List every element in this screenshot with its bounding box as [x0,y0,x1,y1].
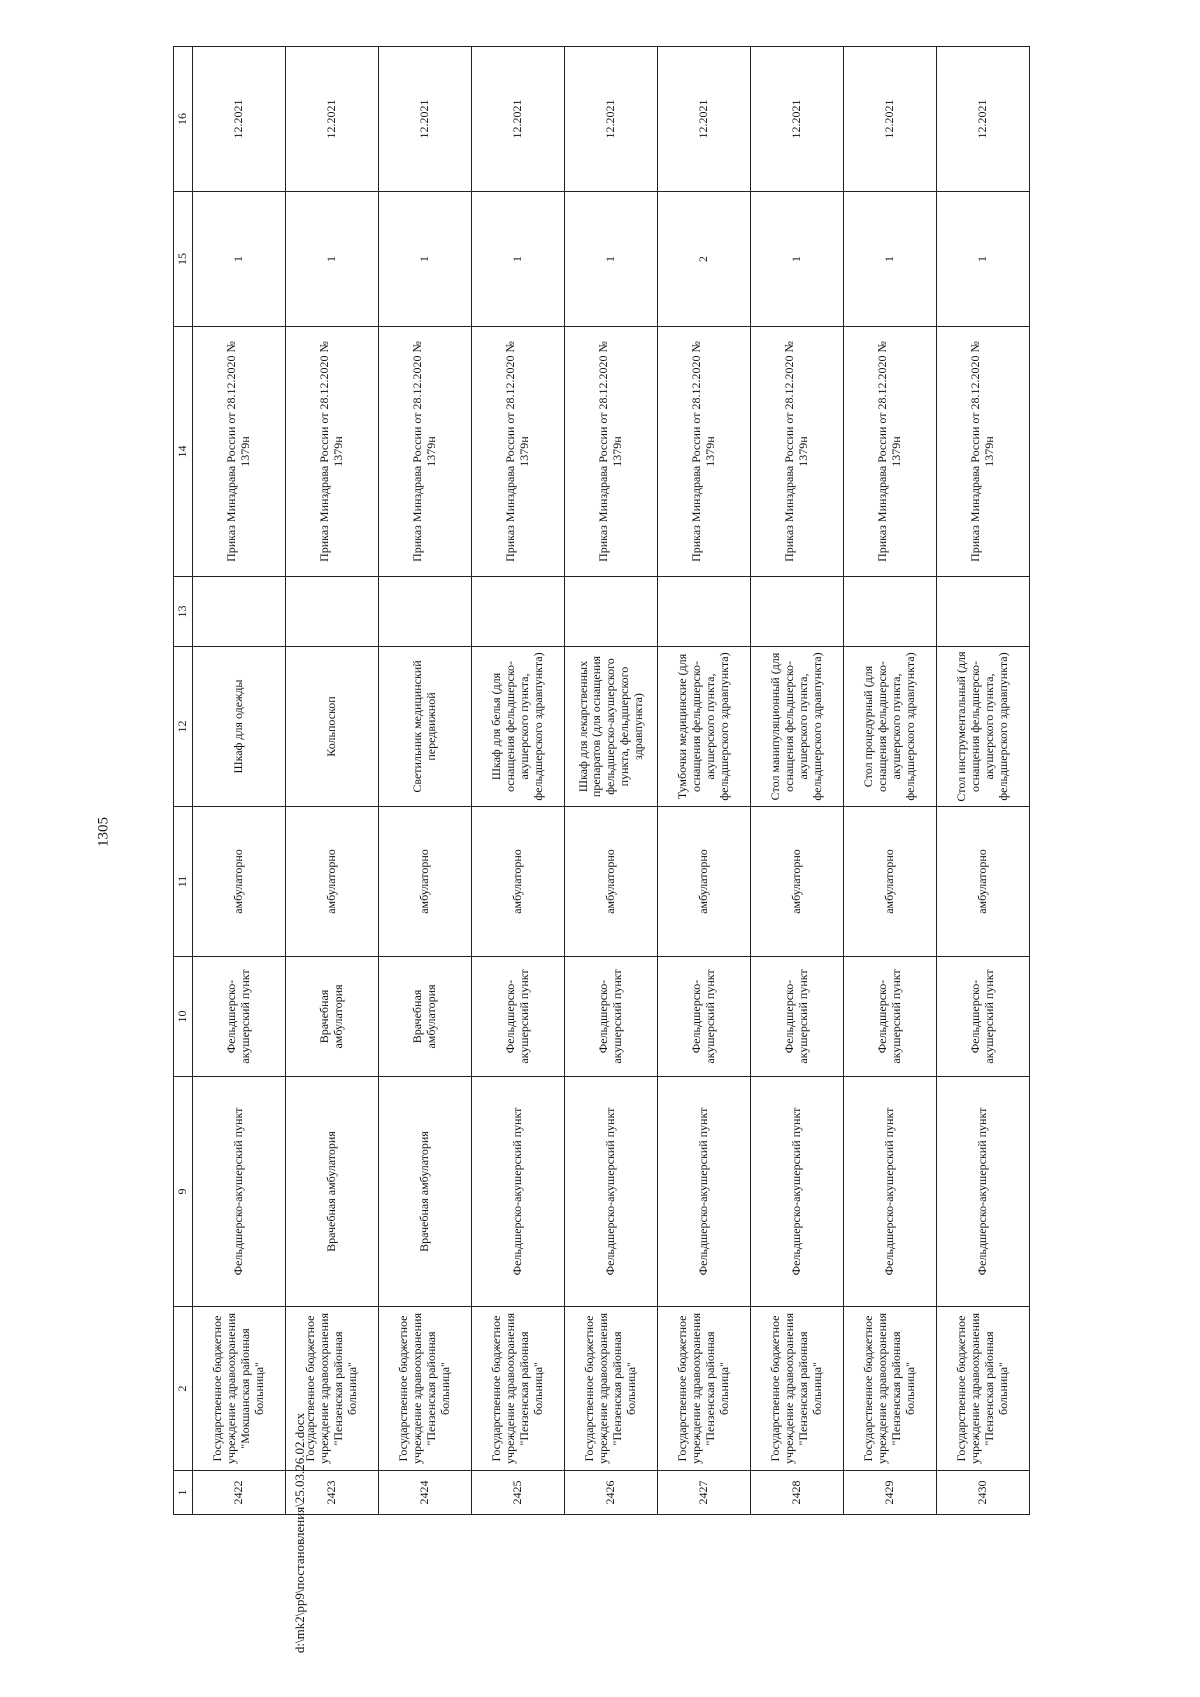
care-condition-cell: амбулаторно [472,807,565,957]
unit-type-cell: Фельдшерско-акушерский пункт [472,957,565,1077]
unit-type-cell: Фельдшерско-акушерский пункт [193,957,286,1077]
equipment-name-cell: Стол манипуляционный (для оснащения фельдшерско-акушерского пункта, фельдшерского здравпункта) [751,647,844,807]
subdivision-cell: Фельдшерско-акушерский пункт [472,1077,565,1307]
table-row [193,47,286,1515]
code-cell [472,577,565,647]
care-condition-cell: амбулаторно [844,807,937,957]
care-condition-cell: амбулаторно [751,807,844,957]
deadline-cell: 12.2021 [379,47,472,192]
code-cell [844,577,937,647]
regulation-cell: Приказ Минздрава России от 28.12.2020 № 1379н [565,327,658,577]
equipment-name-cell: Шкаф для одежды [193,647,286,807]
subdivision-cell: Врачебная амбулатория [379,1077,472,1307]
care-condition-cell: амбулаторно [286,807,379,957]
unit-type-cell: Фельдшерско-акушерский пункт [751,957,844,1077]
row-number-cell: 2430 [937,1471,1030,1515]
column-header: 11 [174,807,193,957]
code-cell [658,577,751,647]
regulation-cell: Приказ Минздрава России от 28.12.2020 № 1379н [193,327,286,577]
organization-cell: Государственное бюджетное учреждение здравоохранения "Пензенская районная больница" [286,1307,379,1471]
subdivision-cell: Фельдшерско-акушерский пункт [658,1077,751,1307]
quantity-cell: 1 [472,192,565,327]
equipment-name-cell: Шкаф для белья (для оснащения фельдшерско-акушерского пункта, фельдшерского здравпункта) [472,647,565,807]
organization-cell: Государственное бюджетное учреждение здравоохранения "Мокшанская районная больница" [193,1307,286,1471]
quantity-cell: 1 [565,192,658,327]
subdivision-cell: Фельдшерско-акушерский пункт [844,1077,937,1307]
organization-cell: Государственное бюджетное учреждение здравоохранения "Пензенская районная больница" [844,1307,937,1471]
care-condition-cell: амбулаторно [658,807,751,957]
code-cell [193,577,286,647]
equipment-table [173,46,1030,1515]
regulation-cell: Приказ Минздрава России от 28.12.2020 № 1379н [658,327,751,577]
subdivision-cell: Фельдшерско-акушерский пункт [193,1077,286,1307]
column-header: 10 [174,957,193,1077]
care-condition-cell: амбулаторно [193,807,286,957]
deadline-cell: 12.2021 [844,47,937,192]
regulation-cell: Приказ Минздрава России от 28.12.2020 № 1379н [379,327,472,577]
column-header: 13 [174,577,193,647]
column-header: 2 [174,1307,193,1471]
care-condition-cell: амбулаторно [565,807,658,957]
quantity-cell: 1 [379,192,472,327]
unit-type-cell: Фельдшерско-акушерский пункт [844,957,937,1077]
row-number-cell: 2423 [286,1471,379,1515]
code-cell [379,577,472,647]
row-number-cell: 2429 [844,1471,937,1515]
table-row [565,47,658,1515]
row-number-cell: 2427 [658,1471,751,1515]
table-row [751,47,844,1515]
column-header: 16 [174,47,193,192]
code-cell [751,577,844,647]
organization-cell: Государственное бюджетное учреждение здравоохранения "Пензенская районная больница" [472,1307,565,1471]
deadline-cell: 12.2021 [565,47,658,192]
equipment-name-cell: Кольпоскоп [286,647,379,807]
equipment-name-cell: Тумбочки медицинские (для оснащения фельдшерско-акушерского пункта, фельдшерского здравпункта) [658,647,751,807]
regulation-cell: Приказ Минздрава России от 28.12.2020 № 1379н [472,327,565,577]
deadline-cell: 12.2021 [193,47,286,192]
unit-type-cell: Врачебная амбулатория [286,957,379,1077]
organization-cell: Государственное бюджетное учреждение здравоохранения "Пензенская районная больница" [379,1307,472,1471]
subdivision-cell: Фельдшерско-акушерский пункт [751,1077,844,1307]
deadline-cell: 12.2021 [751,47,844,192]
equipment-name-cell: Стол процедурный (для оснащения фельдшерско-акушерского пункта, фельдшерского здравпункта) [844,647,937,807]
column-header: 12 [174,647,193,807]
quantity-cell: 1 [751,192,844,327]
care-condition-cell: амбулаторно [379,807,472,957]
organization-cell: Государственное бюджетное учреждение здравоохранения "Пензенская районная больница" [565,1307,658,1471]
care-condition-cell: амбулаторно [937,807,1030,957]
subdivision-cell: Фельдшерско-акушерский пункт [937,1077,1030,1307]
table-row [658,47,751,1515]
row-number-cell: 2424 [379,1471,472,1515]
code-cell [565,577,658,647]
quantity-cell: 1 [937,192,1030,327]
row-number-cell: 2426 [565,1471,658,1515]
equipment-name-cell: Шкаф для лекарственных препаратов (для оснащения фельдшерско-акушерского пункта, фельдшерского здравпункта) [565,647,658,807]
table-row [844,47,937,1515]
regulation-cell: Приказ Минздрава России от 28.12.2020 № 1379н [844,327,937,577]
quantity-cell: 1 [193,192,286,327]
organization-cell: Государственное бюджетное учреждение здравоохранения "Пензенская районная больница" [751,1307,844,1471]
column-header: 15 [174,192,193,327]
table-row [379,47,472,1515]
column-header: 9 [174,1077,193,1307]
equipment-table-container [173,47,1013,1515]
table-row [472,47,565,1515]
table-row [937,47,1030,1515]
table-row [286,47,379,1515]
page-number: 1305 [95,817,112,847]
unit-type-cell: Фельдшерско-акушерский пункт [565,957,658,1077]
deadline-cell: 12.2021 [472,47,565,192]
regulation-cell: Приказ Минздрава России от 28.12.2020 № 1379н [286,327,379,577]
code-cell [286,577,379,647]
quantity-cell: 2 [658,192,751,327]
equipment-name-cell: Светильник медицинский передвижной [379,647,472,807]
code-cell [937,577,1030,647]
regulation-cell: Приказ Минздрава России от 28.12.2020 № 1379н [937,327,1030,577]
deadline-cell: 12.2021 [937,47,1030,192]
unit-type-cell: Врачебная амбулатория [379,957,472,1077]
header-row [174,47,193,1515]
subdivision-cell: Врачебная амбулатория [286,1077,379,1307]
equipment-name-cell: Стол инструментальный (для оснащения фельдшерско-акушерского пункта, фельдшерского здравпункта) [937,647,1030,807]
organization-cell: Государственное бюджетное учреждение здравоохранения "Пензенская районная больница" [937,1307,1030,1471]
subdivision-cell: Фельдшерско-акушерский пункт [565,1077,658,1307]
deadline-cell: 12.2021 [286,47,379,192]
deadline-cell: 12.2021 [658,47,751,192]
regulation-cell: Приказ Минздрава России от 28.12.2020 № 1379н [751,327,844,577]
unit-type-cell: Фельдшерско-акушерский пункт [937,957,1030,1077]
row-number-cell: 2425 [472,1471,565,1515]
unit-type-cell: Фельдшерско-акушерский пункт [658,957,751,1077]
row-number-cell: 2422 [193,1471,286,1515]
quantity-cell: 1 [286,192,379,327]
organization-cell: Государственное бюджетное учреждение здравоохранения "Пензенская районная больница" [658,1307,751,1471]
column-header: 14 [174,327,193,577]
column-header: 1 [174,1471,193,1515]
row-number-cell: 2428 [751,1471,844,1515]
quantity-cell: 1 [844,192,937,327]
file-path-footer: d:\mk2\pp9\постановления\25.03.26.02.docx [292,1412,307,1654]
